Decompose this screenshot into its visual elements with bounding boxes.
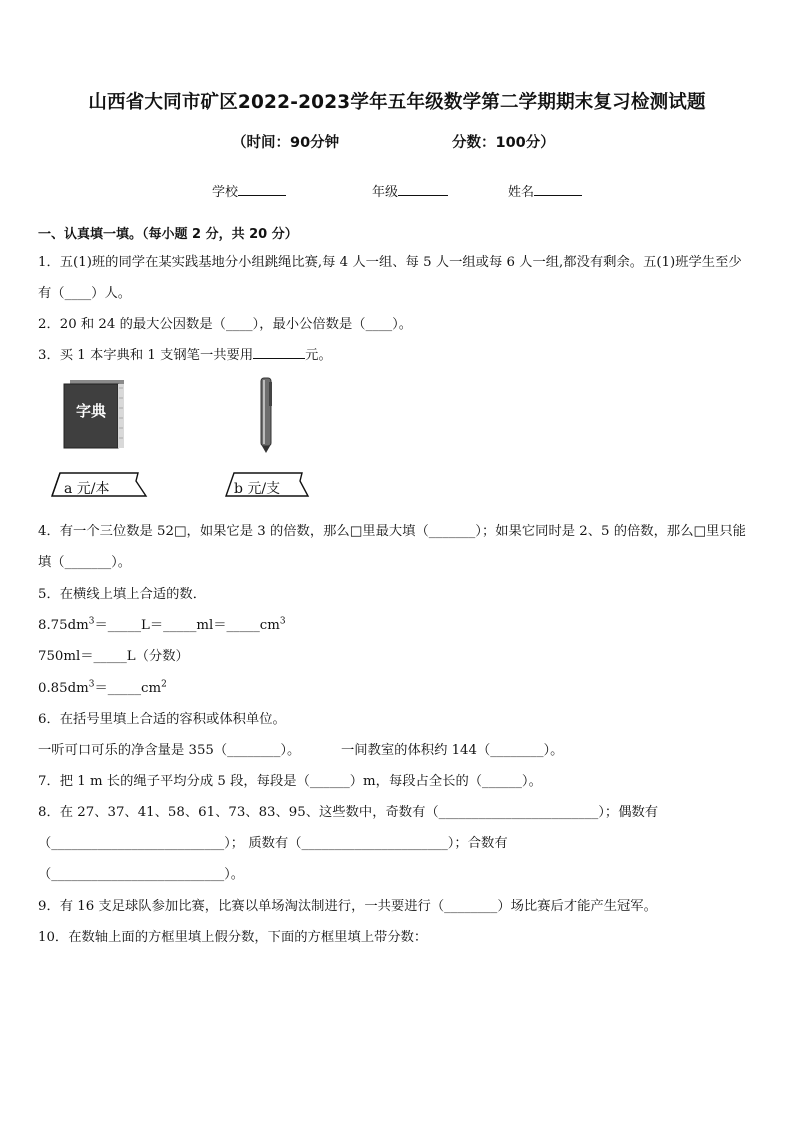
question-1-line-1: 1．五(1)班的同学在某实践基地分小组跳绳比赛,每 4 人一组、每 5 人一组或每 6 人一组,都没有剩余。五(1)班学生至少 — [38, 255, 742, 270]
question-8-line-1: 8．在 27、37、41、58、61、73、83、95、这些数中，奇数有（________________________）；偶数有 — [38, 805, 659, 820]
price-book-text: a 元/本 — [64, 481, 110, 497]
name-field — [508, 181, 582, 200]
question-3 — [38, 344, 332, 363]
question-6-part-b: 一间教室的体积约 144（________）。 — [341, 743, 564, 758]
question-3-text: 3．买 1 本字典和 1 支钢笔一共要用 — [38, 348, 254, 363]
question-6-title: 6．在括号里填上合适的容积或体积单位。 — [38, 712, 286, 727]
question-8-line-2: （__________________________）； 质数有（______________________）；合数有 — [38, 836, 508, 851]
q5-conversion-3: ＝_____cm — [94, 681, 162, 696]
q5-conversion-1: ＝_____L＝_____ml＝_____cm — [94, 618, 280, 633]
question-5-line-3 — [38, 677, 167, 696]
price-tag-pen — [224, 468, 334, 504]
pen-icon — [254, 376, 278, 454]
q5-volume-3: 0.85dm — [38, 681, 89, 696]
question-2: 2．20 和 24 的最大公因数是（____），最小公倍数是（____）。 — [38, 317, 413, 332]
exam-score: 分数：100分） — [452, 135, 555, 151]
question-5-title: 5．在横线上填上合适的数． — [38, 587, 207, 602]
exam-title: 山西省大同市矿区2022-2023学年五年级数学第二学期期末复习检测试题 — [88, 92, 706, 113]
school-label: 学校 — [212, 185, 239, 200]
question-1-line-2: 有（____）人。 — [38, 286, 132, 301]
section-heading: 一、认真填一填。（每小题 2 分，共 20 分） — [38, 227, 298, 242]
grade-field — [372, 181, 448, 200]
q5-superscript-4: 2 — [161, 679, 167, 690]
question-4-line-1: 4．有一个三位数是 52□，如果它是 3 的倍数，那么□里最大填（_______）；如果它同时是 2、5 的倍数，那么□里只能 — [38, 524, 746, 539]
grade-blank[interactable] — [398, 181, 448, 196]
question-5-line-1 — [38, 614, 286, 633]
school-field — [212, 181, 286, 200]
name-blank[interactable] — [534, 181, 582, 196]
question-7: 7．把 1 m 长的绳子平均分成 5 段，每段是（______）m，每段占全长的（______）。 — [38, 774, 542, 789]
question-6-part-a: 一听可口可乐的净含量是 355（________）。 — [38, 743, 301, 758]
name-label: 姓名 — [508, 185, 535, 200]
question-10: 10．在数轴上面的方框里填上假分数，下面的方框里填上带分数： — [38, 930, 428, 945]
price-pen-text: b 元/支 — [234, 481, 281, 497]
question-9: 9．有 16 支足球队参加比赛，比赛以单场淘汰制进行，一共要进行（________）场比赛后才能产生冠军。 — [38, 899, 657, 914]
question-8-line-3: （__________________________）。 — [38, 867, 245, 882]
exam-time: （时间：90分钟 — [232, 135, 340, 151]
q5-volume-1: 8.75dm — [38, 618, 89, 633]
dictionary-icon — [62, 378, 128, 450]
q5-superscript-2: 3 — [279, 616, 286, 627]
question-4-line-2: 填（_______）。 — [38, 555, 132, 570]
question-5-line-2: 750ml＝_____L（分数） — [38, 649, 189, 664]
question-3-unit: 元。 — [305, 348, 332, 363]
question-3-blank[interactable] — [253, 344, 305, 359]
price-tag-book — [50, 468, 160, 504]
dictionary-cover-text: 字典 — [75, 402, 107, 420]
q5-superscript-1: 3 — [88, 616, 95, 627]
school-blank[interactable] — [238, 181, 286, 196]
grade-label: 年级 — [372, 185, 399, 200]
q5-superscript-3: 3 — [88, 679, 95, 690]
